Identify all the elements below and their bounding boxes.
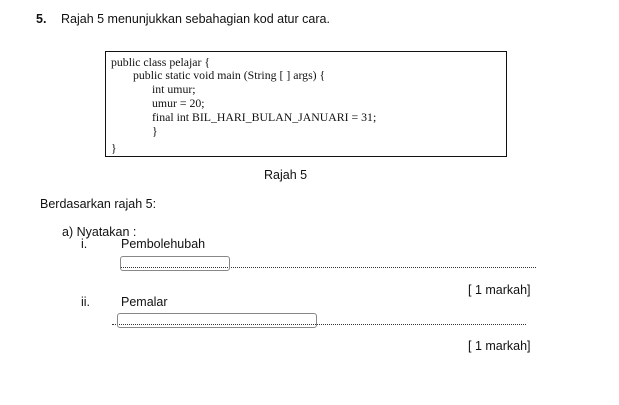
marks-i: [ 1 markah]: [468, 283, 531, 297]
based-on-text: Berdasarkan rajah 5:: [40, 197, 157, 211]
code-line-class: public class pelajar {: [111, 55, 211, 69]
code-line-declare: int umur;: [152, 82, 196, 96]
code-line-close-method: }: [152, 124, 158, 138]
figure-caption: Rajah 5: [264, 168, 308, 182]
code-line-assign: umur = 20;: [152, 96, 205, 110]
part-a-instruction: Nyatakan :: [76, 225, 137, 239]
code-line-constant: final int BIL_HARI_BULAN_JANUARI = 31;: [152, 110, 377, 124]
item-i-roman: i.: [81, 237, 88, 251]
code-line-close-class: }: [111, 141, 117, 155]
marks-ii: [ 1 markah]: [468, 339, 531, 353]
item-ii-label: Pemalar: [121, 295, 168, 309]
item-ii-roman: ii.: [81, 295, 91, 309]
answer-field-i[interactable]: [120, 256, 230, 271]
item-i-label: Pembolehubah: [121, 237, 206, 251]
answer-field-ii[interactable]: [117, 313, 317, 328]
code-line-main: public static void main (String [ ] args) {: [133, 68, 326, 82]
question-text: Rajah 5 menunjukkan sebahagian kod atur cara.: [61, 12, 330, 26]
part-a-label: a): [62, 225, 74, 239]
question-number: 5.: [36, 12, 47, 26]
